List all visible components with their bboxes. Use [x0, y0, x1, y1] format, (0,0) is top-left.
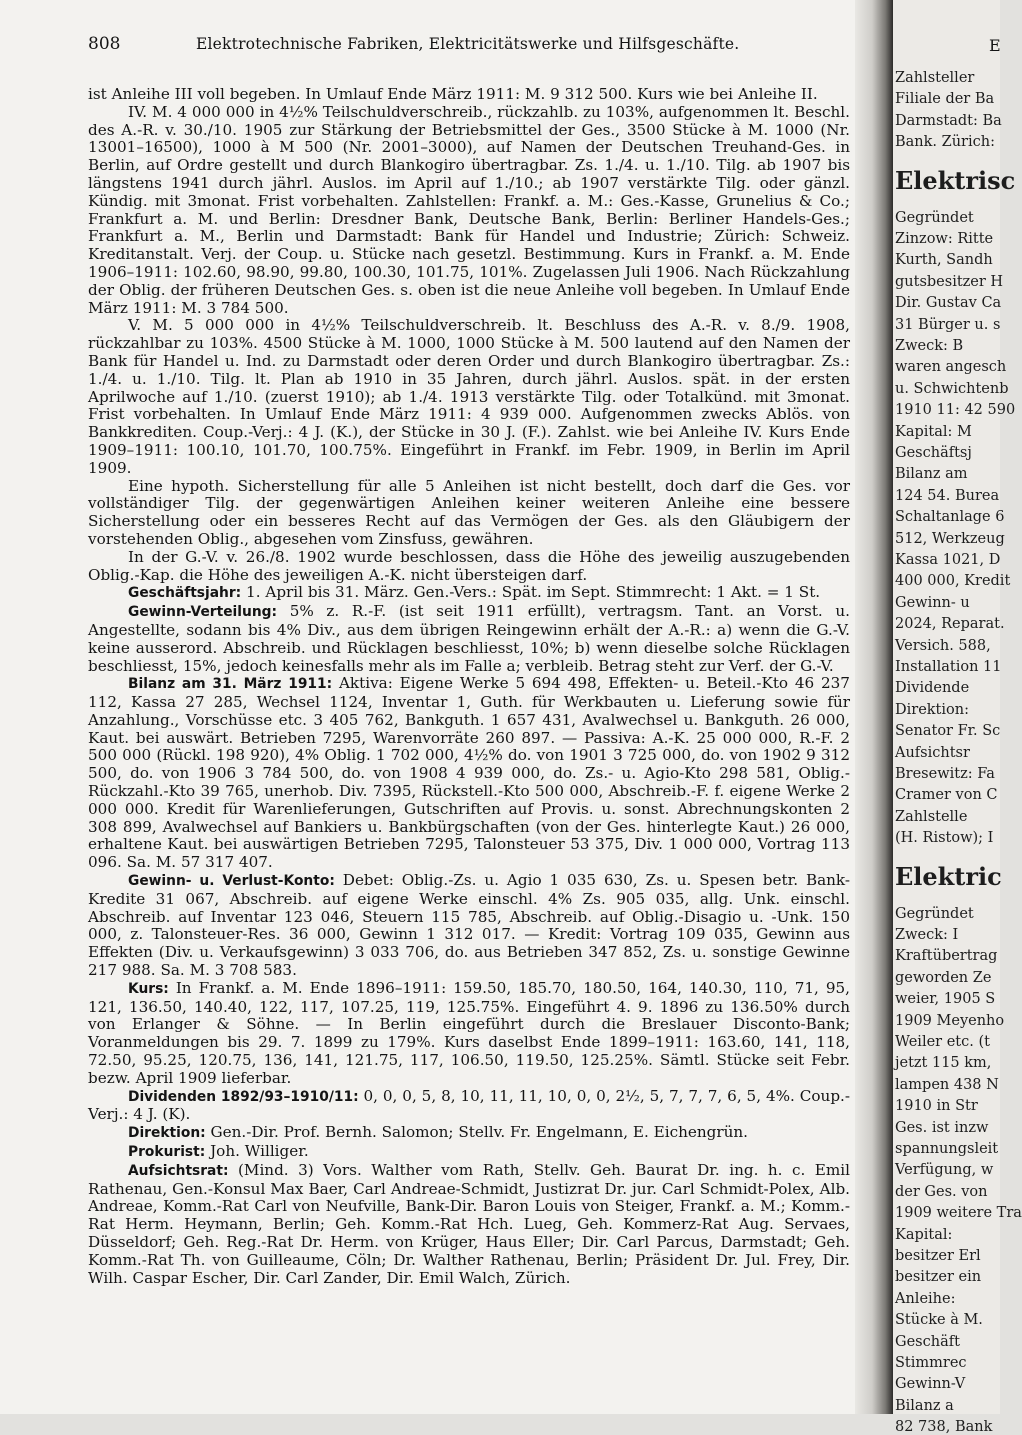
adjacent-page-line: Zahlstelle — [895, 808, 968, 825]
paragraph-text: (Mind. 3) Vors. Walther vom Rath, Stellv. Geh. Baurat Dr. ing. h. c. Emil Rathenau, Gen.-Konsul Max Baer, Carl Andreae-Schmidt, Justizrat Dr. jur. Carl Schmidt-Polex, Alb. Andreae, Komm.-Rat Carl von Neufville, Bank-Dir. Baron Louis von Steiger, Frankf. a. M.; Komm.-Rat Herm. Heymann, Berlin; Geh. Komm.-Rat Hch. Lueg, Geh. Kommerz-Rat Aug. Servaes, Düsseldorf; Geh. Reg.-Rat Dr. Herm. von Krüger, Haus Eller; Dir. Carl Parcus, Darmstadt; Geh. Komm.-Rat Th. von Guilleaume, Cöln; Dr. Walther Rathenau, Berlin; Präsident Dr. Jul. Frey, Dir. Wilh. Caspar Escher, Dir. Carl Zander, Dir. Emil Walch, Zürich. — [88, 1160, 850, 1287]
adjacent-page-line: Kassa 1021, D — [895, 552, 1001, 568]
adjacent-page-top-letter: E — [989, 36, 1001, 55]
adjacent-page-line: besitzer ein — [895, 1269, 982, 1286]
section-label: Direktion: — [128, 1125, 206, 1142]
paragraph — [88, 1143, 850, 1162]
adjacent-page-line: Darmstadt: Ba — [895, 112, 1002, 129]
adjacent-page-line: Bilanz a — [895, 1397, 954, 1414]
paragraph — [88, 675, 850, 872]
book-gutter — [855, 0, 893, 1414]
adjacent-page-heading: Elektrisc — [895, 165, 1016, 195]
paragraph-text: ist Anleihe III voll begeben. In Umlauf Ende März 1911: M. 9 312 500. Kurs wie bei Anleihe II. — [88, 85, 818, 103]
paragraph-text: Aktiva: Eigene Werke 5 694 498, Effekten- u. Beteil.-Kto 46 237 112, Kassa 27 285, Wechsel 1124, Inventar 1, Guth. für Werkbauten u. Lieferung sowie für Anzahlung., Vorschüsse etc. 3 405 762, Bankguth. 1 657 431, Avalwechsel u. Bankguth. 26 000, Kaut. bei auswärt. Betrieben 7295, Warenvorräte 260 897. — Passiva: A.-K. 25 000 000, R.-F. 2 500 000 (Rückl. 198 920), 4% Oblig. 1 702 000, 4½% do. von 1901 3 725 000, do. von 1902 9 312 500, do. von 1906 3 784 500, do. von 1908 4 939 000, do. Zs.- u. Agio-Kto 298 581, Oblig.-Rückzahl.-Kto 39 765, unerhob. Div. 7395, Rückstell.-Kto 500 000, Abschreib.-F. f. eigene Werke 2 000 000. Kredit für Warenlieferungen, Gutschriften auf Provis. u. sonst. Abrechnungskonten 2 308 899, Avalwechsel auf Bankiers u. Bankbürgschaften (von der Ges. hinterlegte Kaut.) 26 000, erhaltene Kaut. bei auswärtigen Betrieben 7295, Talonsteuer 53 375, Div. 1 000 000, Vortrag 113 096. Sa. M. 57 317 407. — [88, 674, 850, 872]
adjacent-page-line: Gewinn-V — [895, 1376, 966, 1393]
paragraph-text: IV. M. 4 000 000 in 4½% Teilschuldverschreib., rückzahlb. zu 103%, aufgenommen lt. Beschl. des A.-R. v. 30./10. 1905 zur Stärkung der Betriebsmittel der Ges., 3500 Stücke à M. 1000 (Nr. 13001–16500), 1000 à M 500 (Nr. 2001–3000), auf Namen der Deutschen Treuhand-Ges. in Berlin, auf Ordre gestellt und durch Blankogiro übertragbar. Zs. 1./4. u. 1./10. Tilg. ab 1907 bis längstens 1941 durch jährl. Auslos. im April auf 1./10.; ab 1907 verstärkte Tilg. oder gänzl. Kündig. mit 3monat. Frist vorbehalten. Zahlstellen: Frankf. a. M.: Ges.-Kasse, Grunelius & Co.; Frankfurt a. M. und Berlin: Dresdner Bank, Deutsche Bank, Berlin: Berliner Handels-Ges.; Frankfurt a. M., Berlin und Darmstadt: Bank für Handel und Industrie; Zürich: Schweiz. Kreditanstalt. Verj. der Coup. u. Stücke nach gesetzl. Bestimmung. Kurs in Frankf. a. M. Ende 1906–1911: 102.60, 98.90, 99.80, 100.30, 101.75, 101%. Zugelassen Juli 1906. Nach Rückzahlung der Oblig. der früheren Deutschen Ges. s. oben ist die neue Anleihe voll begeben. In Umlauf Ende März 1911: M. 3 784 500. — [88, 102, 850, 317]
paragraph — [88, 317, 850, 477]
section-label: Dividenden 1892/93–1910/11: — [128, 1088, 359, 1105]
adjacent-page-line: (H. Ristow); I — [895, 830, 994, 847]
adjacent-page-line: waren angesch — [895, 359, 1007, 376]
paragraph-text: Eine hypoth. Sicherstellung für alle 5 Anleihen ist nicht bestellt, doch darf die Ges. vor vollständiger Tilg. der gegenwärtigen Anleihen keiner weiteren Anleihe eine bessere Sicherstellung oder ein besseres Recht auf das Vermögen der Ges. als den Gläubigern der vorstehenden Oblig., abgesehen vom Zinsfuss, gewähren. — [88, 476, 850, 548]
adjacent-page-line: Bank. Zürich: — [895, 134, 995, 151]
paragraph — [88, 478, 850, 549]
adjacent-page-line: Bresewitz: Fa — [895, 766, 995, 782]
paragraph-text: In Frankf. a. M. Ende 1896–1911: 159.50, 185.70, 180.50, 164, 140.30, 110, 71, 95, 121, 136.50, 140.40, 122, 117, 107.25, 119, 125.75%. Eingeführt 4. 9. 1896 zu 136.50% durch von Erlanger & Söhne. — In Berlin eingeführt durch die Breslauer Disconto-Bank; Voranmeldungen bis 29. 7. 1899 zu 179%. Kurs daselbst Ende 1899–1911: 163.60, 141, 118, 72.50, 95.25, 120.75, 136, 141, 121.75, 117, 106.50, 119.50, 125.25%. Sämtl. Stücke seit Febr. bezw. April 1909 lieferbar. — [88, 978, 850, 1087]
adjacent-page-line: Kapital: M — [895, 423, 972, 440]
adjacent-page-line: weier, 1905 S — [895, 991, 996, 1008]
paragraph — [88, 86, 850, 104]
adjacent-page-line: Kapital: — [895, 1226, 953, 1243]
paragraph — [88, 603, 850, 675]
adjacent-page-line: 1910 in Str — [895, 1098, 978, 1115]
adjacent-page-line: Versich. 588, — [895, 637, 991, 654]
paragraph — [88, 1124, 850, 1143]
paragraph — [88, 1088, 850, 1125]
adjacent-page-line: Dir. Gustav Ca — [895, 295, 1002, 312]
adjacent-page-line: 82 738, Bank — [895, 1419, 993, 1435]
adjacent-page-line: spannungsleit — [895, 1141, 999, 1157]
paragraph — [88, 872, 850, 980]
paragraph-text: 0, 0, 0, 5, 8, 10, 11, 11, 10, 0, 0, 2½, 5, 7, 7, 7, 6, 5, 4%. Coup.-Verj.: 4 J. (K). — [88, 1086, 851, 1124]
adjacent-page-line: Filiale der Ba — [895, 91, 995, 108]
adjacent-page-line: Aufsichtsr — [895, 744, 970, 761]
section-label: Aufsichtsrat: — [128, 1162, 229, 1179]
adjacent-page-line: Senator Fr. Sc — [895, 723, 1001, 740]
adjacent-page-line: Kraftübertrag — [895, 948, 998, 965]
adjacent-page-line: 124 54. Burea — [895, 487, 1000, 504]
paragraph-text: 1. April bis 31. März. Gen.-Vers.: Spät. im Sept. Stimmrecht: 1 Akt. = 1 St. — [246, 583, 821, 602]
adjacent-page-fragment — [893, 0, 1022, 1435]
paragraph-text: Joh. Williger. — [210, 1142, 309, 1161]
paragraph — [88, 549, 850, 585]
adjacent-page-line: 2024, Reparat. — [895, 616, 1005, 633]
adjacent-page-line: Bilanz am — [895, 466, 968, 483]
paragraph — [88, 1162, 850, 1288]
paragraph-text: Gen.-Dir. Prof. Bernh. Salomon; Stellv. Fr. Engelmann, E. Eichengrün. — [210, 1123, 749, 1142]
adjacent-page-line: Geschäftsj — [895, 445, 972, 461]
adjacent-page-line: 1910 11: 42 590 — [895, 402, 1016, 419]
section-label: Gewinn-Verteilung: — [128, 604, 278, 621]
section-label: Prokurist: — [128, 1144, 206, 1161]
adjacent-page-line: Installation 11 — [895, 659, 1002, 675]
adjacent-page-line: geworden Ze — [895, 969, 992, 986]
adjacent-page-line: Zweck: I — [895, 927, 959, 943]
adjacent-page-line: besitzer Erl — [895, 1248, 981, 1264]
running-title: Elektrotechnische Fabriken, Elektricitätswerke und Hilfsgeschäfte. — [196, 35, 740, 53]
adjacent-page-heading: Elektric — [895, 861, 1002, 891]
adjacent-page-line: lampen 438 N — [895, 1076, 999, 1093]
adjacent-page-line: Direktion: — [895, 701, 969, 718]
section-label: Bilanz am 31. März 1911: — [128, 676, 333, 693]
adjacent-page-line: Geschäft — [895, 1333, 960, 1350]
adjacent-page-line: Ges. ist inzw — [895, 1119, 989, 1136]
adjacent-page-line: 1909 weitere Tra — [895, 1205, 1022, 1222]
page-header — [88, 34, 848, 60]
adjacent-page-line: der Ges. von — [895, 1183, 988, 1200]
page-number: 808 — [88, 34, 121, 54]
paragraph — [88, 104, 850, 318]
section-label: Geschäftsjahr: — [128, 585, 242, 602]
adjacent-page-line: Weiler etc. (t — [895, 1034, 990, 1050]
adjacent-page-line: Stimmrec — [895, 1355, 967, 1371]
paragraph-text: In der G.-V. v. 26./8. 1902 wurde beschlossen, dass die Höhe des jeweilig auszugebenden Oblig.-Kap. die Höhe des jeweiligen A.-K. nicht übersteigen darf. — [88, 547, 850, 584]
adjacent-page-line: 31 Bürger u. s — [895, 316, 1001, 333]
paragraph — [88, 980, 850, 1088]
adjacent-page-line: Stücke à M. — [895, 1312, 983, 1329]
adjacent-page-line: Gegründet — [895, 905, 974, 922]
paragraph-text: Debet: Oblig.-Zs. u. Agio 1 035 630, Zs. u. Spesen betr. Bank-Kredite 31 067, Abschreib. auf eigene Werke einschl. 4% Zs. 905 035, allg. Unk. einschl. Abschreib. auf Inventar 123 046, Steuern 115 785, Abschreib. auf Oblig.-Disagio u. -Unk. 150 000, z. Talonsteuer-Res. 36 000, Gewinn 1 312 017. — Kredit: Vortrag 109 035, Gewinn aus Effekten (Div. u. Verkaufsgewinn) 3 033 706, do. aus Betrieben 347 852, Zs. u. sonstige Gewinne 217 988. Sa. M. 3 708 583. — [88, 871, 851, 980]
adjacent-page-line: Zahlsteller — [895, 70, 975, 86]
article-body — [88, 86, 850, 1287]
adjacent-page-line: jetzt 115 km, — [895, 1055, 992, 1072]
adjacent-page-line: 1909 Meyenho — [895, 1012, 1005, 1029]
adjacent-page-line: gutsbesitzer H — [895, 273, 1004, 290]
adjacent-page-line: Verfügung, w — [895, 1162, 994, 1179]
section-label: Gewinn- u. Verlust-Konto: — [128, 873, 335, 890]
adjacent-page-line: Cramer von C — [895, 787, 998, 804]
adjacent-page-line: Dividende — [895, 680, 970, 697]
paragraph-text: V. M. 5 000 000 in 4½% Teilschuldverschreib. lt. Beschluss des A.-R. v. 8./9. 1908, rückzahlbar zu 103%. 4500 Stücke à M. 1000, 1000 Stücke à M. 500 lautend auf den Namen der Bank für Handel u. Ind. zu Darmstadt oder deren Order und durch Blankogiro übertragbar. Zs.: 1./4. u. 1./10. Tilg. lt. Plan ab 1910 in 35 Jahren, durch jährl. Auslos. spät. in der ersten Aprilwoche auf 1./10. (zuerst 1910); ab 1./4. 1913 verstärkte Tilg. oder Totalkünd. mit 3monat. Frist vorbehalten. In Umlauf Ende März 1911: 4 939 000. Aufgenommen zwecks Ablös. von Bankkrediten. Coup.-Verj.: 4 J. (K.), der Stücke in 30 J. (F.). Zahlst. wie bei Anleihe IV. Kurs Ende 1909–1911: 100.10, 101.70, 100.75%. Eingeführt in Frankf. im Febr. 1909, in Berlin im April 1909. — [88, 316, 850, 477]
section-label: Kurs: — [128, 980, 169, 997]
paragraph — [88, 584, 850, 603]
adjacent-page-line: Anleihe: — [895, 1290, 956, 1307]
adjacent-page-line: Gegründet — [895, 209, 974, 226]
paragraph-text: 5% z. R.-F. (ist seit 1911 erfüllt), vertragsm. Tant. an Vorst. u. Angestellte, sodann bis 4% Div., aus dem übrigen Reingewinn erhält der A.-R.: a) wenn die G.-V. keine ausserord. Abschreib. und Rücklagen beschliesst, 10%; b) wenn dieselbe solche Rücklagen beschliesst, 15%, jedoch keinesfalls mehr als im Falle a; verbleib. Betrag steht zur Verf. der G.-V. — [88, 602, 850, 675]
adjacent-page-line: Gewinn- u — [895, 594, 970, 611]
adjacent-page-line: u. Schwichtenb — [895, 380, 1009, 397]
adjacent-page-line: 400 000, Kredit — [895, 573, 1011, 590]
adjacent-page-line: Zweck: B — [895, 338, 964, 354]
adjacent-page-line: Kurth, Sandh — [895, 252, 993, 269]
adjacent-page-line: Schaltanlage 6 — [895, 509, 1005, 526]
adjacent-page-line: Zinzow: Ritte — [895, 231, 994, 247]
adjacent-page-line: 512, Werkzeug — [895, 530, 1005, 547]
